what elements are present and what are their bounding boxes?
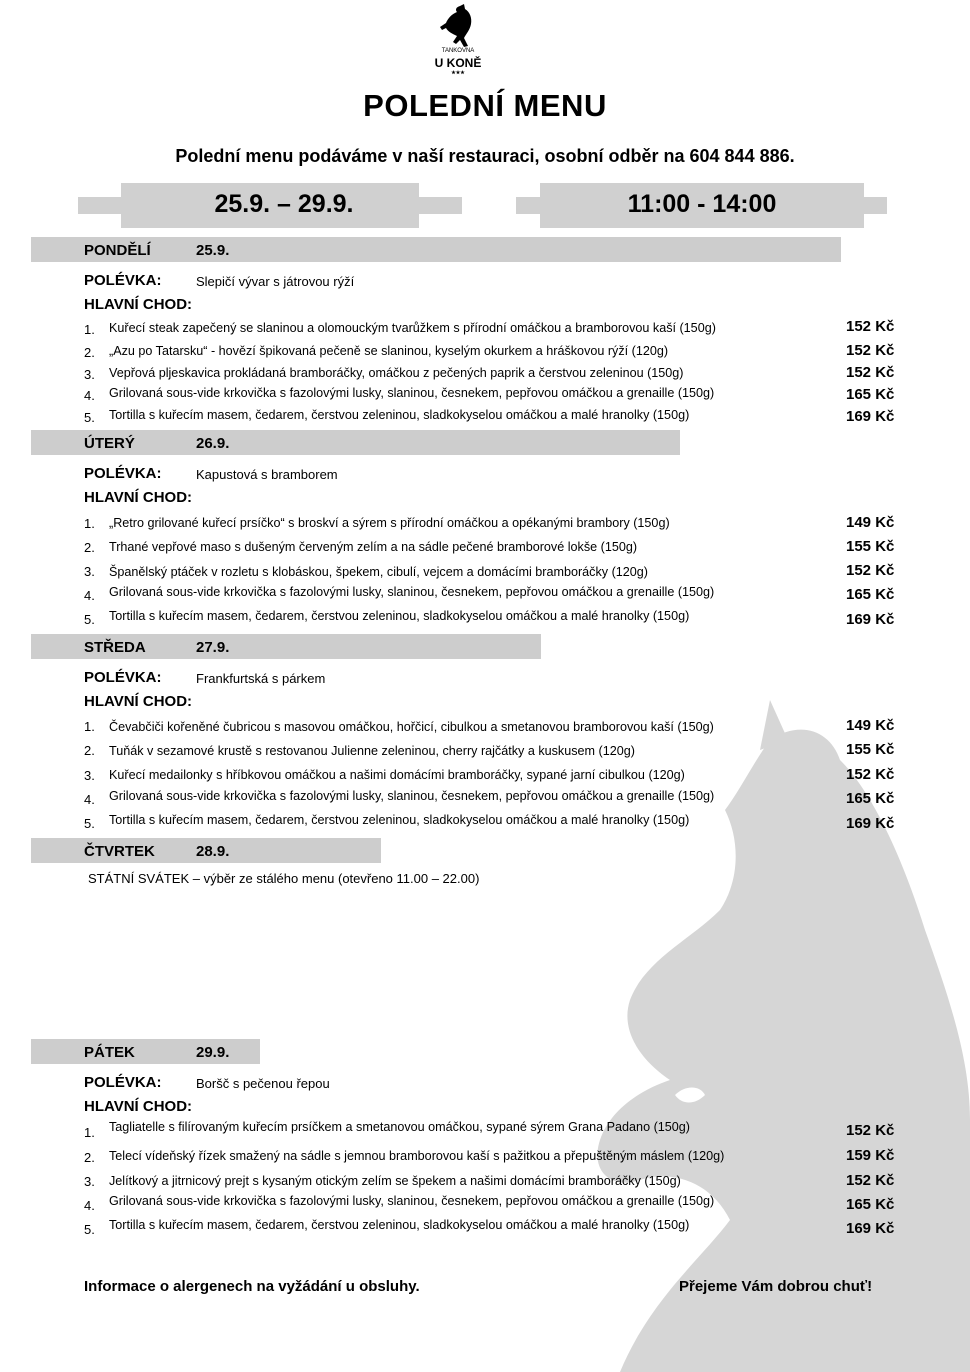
soup-text: Slepičí vývar s játrovou rýží: [196, 274, 355, 289]
main-label: HLAVNÍ CHOD:: [84, 489, 193, 506]
menu-item: Kuřecí steak zapečený se slaninou a olomouckým tvarůžkem s přírodní omáčkou a bramborovou kaší (150g): [109, 321, 716, 335]
item-price: 149 Kč: [846, 514, 895, 531]
item-number: 4.: [84, 792, 95, 807]
footer-allergens: Informace o alergenech na vyžádání u obsluhy.: [84, 1278, 420, 1295]
holiday-note: STÁTNÍ SVÁTEK – výběr ze stálého menu (otevřeno 11.00 – 22.00): [88, 871, 480, 886]
date-range: 25.9. – 29.9.: [214, 190, 354, 218]
item-number: 2.: [84, 1150, 95, 1165]
main-label: HLAVNÍ CHOD:: [84, 1098, 193, 1115]
day-name: PONDĚLÍ: [84, 242, 151, 259]
item-number: 5.: [84, 816, 95, 831]
soup-text: Frankfurtská s párkem: [196, 671, 326, 686]
menu-item: Grilovaná sous-vide krkovička s fazolovými lusky, slaninou, česnekem, pepřovou omáčkou a grenaille (150g): [109, 789, 715, 803]
horse-logo-icon: [438, 4, 478, 48]
menu-item: „Retro grilované kuřecí prsíčko“ s broskví a sýrem s přírodní omáčkou a opékanými brambory (150g): [109, 516, 670, 530]
item-price: 152 Kč: [846, 342, 895, 359]
main-label: HLAVNÍ CHOD:: [84, 693, 193, 710]
item-price: 169 Kč: [846, 815, 895, 832]
item-price: 152 Kč: [846, 1122, 895, 1139]
soup-label: POLÉVKA:: [84, 669, 162, 686]
soup-label: POLÉVKA:: [84, 465, 162, 482]
item-price: 152 Kč: [846, 562, 895, 579]
page-title: POLEDNÍ MENU: [363, 88, 607, 123]
item-number: 4.: [84, 1198, 95, 1213]
item-number: 1.: [84, 322, 95, 337]
menu-item: Trhané vepřové maso s dušeným červeným zelím a na sádle pečené bramborové lokše (150g): [109, 540, 638, 554]
menu-item: Grilovaná sous-vide krkovička s fazolovými lusky, slaninou, česnekem, pepřovou omáčkou a grenaille (150g): [109, 1194, 715, 1208]
item-number: 1.: [84, 1125, 95, 1140]
item-number: 3.: [84, 564, 95, 579]
menu-item: Tuňák v sezamové krustě s restovanou Julienne zeleninou, cherry rajčátky a kuskusem (120g): [109, 744, 635, 758]
soup-text: Kapustová s bramborem: [196, 467, 338, 482]
day-name: STŘEDA: [84, 639, 146, 656]
soup-text: Boršč s pečenou řepou: [196, 1076, 330, 1091]
item-number: 4.: [84, 588, 95, 603]
menu-item: Španělský ptáček v rozletu s klobáskou, špekem, cibulí, vejcem a domácími bramboráčky (120g): [109, 565, 648, 579]
time-range: 11:00 - 14:00: [627, 190, 777, 218]
item-number: 1.: [84, 516, 95, 531]
item-price: 165 Kč: [846, 586, 895, 603]
item-price: 159 Kč: [846, 1147, 895, 1164]
menu-item: Tortilla s kuřecím masem, čedarem, čerstvou zeleninou, sladkokyselou omáčkou a malé hranolky (150g): [109, 813, 690, 827]
menu-item: Tortilla s kuřecím masem, čedarem, čerstvou zeleninou, sladkokyselou omáčkou a malé hranolky (150g): [109, 1218, 690, 1232]
main-label: HLAVNÍ CHOD:: [84, 296, 193, 313]
item-number: 5.: [84, 410, 95, 425]
item-number: 1.: [84, 719, 95, 734]
menu-item: Čevabčiči kořeněné čubricou s masovou omáčkou, hořčicí, cibulkou a smetanovou bramborovou kaší (150g): [109, 720, 714, 734]
item-price: 169 Kč: [846, 611, 895, 628]
item-price: 165 Kč: [846, 386, 895, 403]
item-price: 155 Kč: [846, 538, 895, 555]
menu-item: Jelítkový a jitrnicový prejt s kysaným otickým zelím se špekem a našimi domácími bramboráčky (150g): [109, 1174, 681, 1188]
item-price: 152 Kč: [846, 364, 895, 381]
item-number: 2.: [84, 345, 95, 360]
item-price: 169 Kč: [846, 408, 895, 425]
item-price: 152 Kč: [846, 318, 895, 335]
item-number: 5.: [84, 612, 95, 627]
menu-item: Telecí vídeňský řízek smažený na sádle s jemnou bramborovou kaší s pažitkou a přepuštěným máslem (120g): [109, 1149, 725, 1163]
menu-item: Tortilla s kuřecím masem, čedarem, čerstvou zeleninou, sladkokyselou omáčkou a malé hranolky (150g): [109, 408, 690, 422]
logo-line2: U KONĚ: [434, 56, 482, 70]
day-name: PÁTEK: [84, 1044, 135, 1061]
item-number: 3.: [84, 1174, 95, 1189]
menu-item: Tagliatelle s filírovaným kuřecím prsíčkem a smetanovou omáčkou, sypané sýrem Grana Padano (150g): [109, 1120, 690, 1134]
day-name: ČTVRTEK: [84, 843, 155, 860]
menu-item: Vepřová pljeskavica prokládaná bramboráčky, omáčkou z pečených paprik a čerstvou zeleninou (150g): [109, 366, 684, 380]
day-date: 28.9.: [196, 843, 230, 860]
logo-line1: TANKOVNA: [441, 48, 475, 54]
menu-item: Tortilla s kuřecím masem, čedarem, čerstvou zeleninou, sladkokyselou omáčkou a malé hranolky (150g): [109, 609, 690, 623]
logo-stars: ★★★: [451, 70, 465, 76]
item-number: 5.: [84, 1222, 95, 1237]
day-date: 26.9.: [196, 435, 230, 452]
item-price: 149 Kč: [846, 717, 895, 734]
item-number: 3.: [84, 768, 95, 783]
item-number: 4.: [84, 388, 95, 403]
item-price: 165 Kč: [846, 790, 895, 807]
day-name: ÚTERÝ: [84, 435, 135, 452]
menu-item: „Azu po Tatarsku“ - hovězí špikovaná pečeně se slaninou, kyselým okurkem a hráškovou rýží (120g): [109, 344, 669, 358]
menu-item: Grilovaná sous-vide krkovička s fazolovými lusky, slaninou, česnekem, pepřovou omáčkou a grenaille (150g): [109, 585, 715, 599]
item-price: 165 Kč: [846, 1196, 895, 1213]
item-price: 169 Kč: [846, 1220, 895, 1237]
soup-label: POLÉVKA:: [84, 1074, 162, 1091]
item-price: 152 Kč: [846, 1172, 895, 1189]
item-price: 155 Kč: [846, 741, 895, 758]
day-date: 25.9.: [196, 242, 230, 259]
menu-item: Kuřecí medailonky s hříbkovou omáčkou a našimi domácími bramboráčky, sypané jarní cibulkou (120g): [109, 768, 685, 782]
logo: [420, 4, 496, 80]
item-price: 152 Kč: [846, 766, 895, 783]
item-number: 3.: [84, 367, 95, 382]
footer-wish: Přejeme Vám dobrou chuť!: [679, 1278, 873, 1295]
soup-label: POLÉVKA:: [84, 272, 162, 289]
item-number: 2.: [84, 540, 95, 555]
day-date: 27.9.: [196, 639, 230, 656]
menu-item: Grilovaná sous-vide krkovička s fazolovými lusky, slaninou, česnekem, pepřovou omáčkou a grenaille (150g): [109, 386, 715, 400]
page-subtitle: Polední menu podáváme v naší restauraci, osobní odběr na 604 844 886.: [175, 146, 795, 166]
day-date: 29.9.: [196, 1044, 230, 1061]
item-number: 2.: [84, 743, 95, 758]
